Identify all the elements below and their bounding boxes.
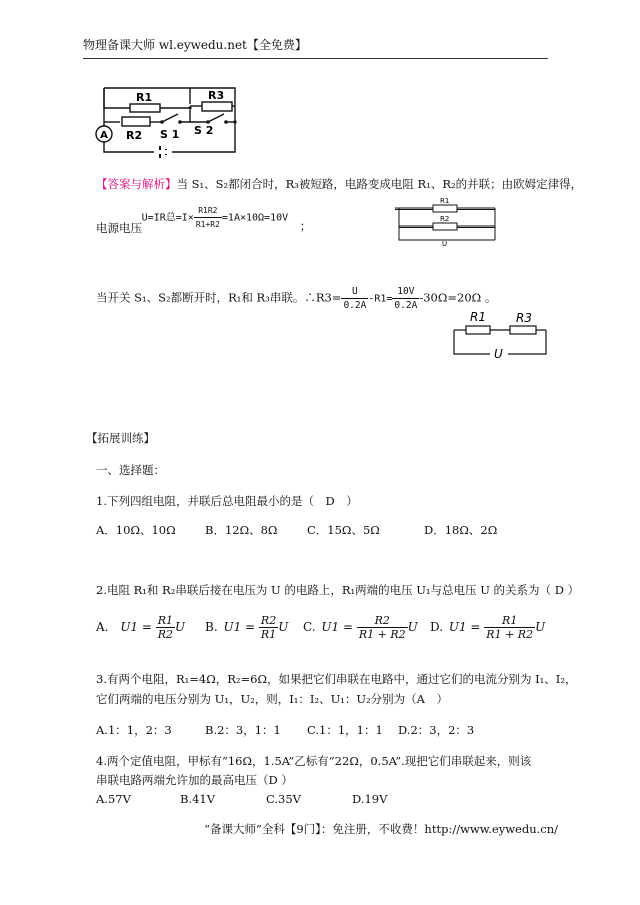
q2-option-d: D. U1 = $\frac{R1}{R1 + R2}$ U xyxy=(430,614,546,641)
header-divider xyxy=(83,58,548,59)
answer-line-2: 当开关 S₁、S₂都断开时，R₁和 R₃串联。∴R3= $\frac{U}{0.2A}$ -R1= $\frac{10V}{0.2A}$ -30Ω=20Ω 。 xyxy=(96,286,497,311)
question-3-line-1: 3.有两个电阻，R₁=4Ω，R₂=6Ω，如果把它们串联在电路中，通过它们的电流分别为 I₁、I₂， xyxy=(96,672,577,686)
formula-den: R1+R2 xyxy=(195,220,220,229)
r1-label: R1 xyxy=(136,91,153,104)
series-u-label: U xyxy=(494,347,503,361)
question-4-line-1: 4.两个定值电阻，甲标有“16Ω，1.5A”乙标有“22Ω，0.5A”.现把它们串联起来，则该 xyxy=(96,754,532,768)
series-r1-label: R1 xyxy=(470,310,486,324)
formula-lhs: U=IR总=I× xyxy=(141,212,194,224)
answer-line-1: 【答案与解析】当 S₁、S₂都闭合时，R₃被短路，电路变成电阻 R₁、R₂的并联；由欧姆定律得， xyxy=(96,177,583,191)
formula-rhs: =1A×10Ω=10V xyxy=(221,212,289,224)
series-circuit-diagram xyxy=(450,308,560,363)
q2-option-c: C. U1 = $\frac{R2}{R1 + R2}$ U xyxy=(303,614,418,641)
parallel-r1-label: R1 xyxy=(440,197,450,205)
parallel-u-label: U xyxy=(442,240,448,248)
q3-option-c: C.1：1，1：1 xyxy=(307,723,383,737)
q4-option-d: D.19V xyxy=(352,792,388,806)
q1-option-b: B．12Ω、8Ω xyxy=(205,523,278,537)
ammeter-label: A xyxy=(100,130,108,141)
q1-option-a: A．10Ω、10Ω xyxy=(96,523,176,537)
formula-num: R1R2 xyxy=(194,204,222,218)
q3-option-b: B.2：3，1：1 xyxy=(205,723,281,737)
s1-label: S 1 xyxy=(160,128,180,141)
q2-option-b: B. U1 = $\frac{R2}{R1}$ U xyxy=(205,614,289,641)
q1-option-d: D．18Ω、2Ω xyxy=(424,523,498,537)
q4-option-c: C.35V xyxy=(266,792,301,806)
question-1-stem: 1.下列四组电阻，并联后总电阻最小的是（ D ） xyxy=(96,494,358,508)
q3-option-a: A.1：1，2：3 xyxy=(96,723,172,737)
parallel-r2-label: R2 xyxy=(440,215,450,223)
circuit-diagram xyxy=(90,80,250,160)
formula-prefix: 电源电压 xyxy=(96,221,142,235)
answer-tag: 【答案与解析】 xyxy=(96,177,177,191)
page-footer: “备课大师”全科【9门】：免注册，不收费！http://www.eywedu.cn/ xyxy=(204,822,558,836)
question-2-stem: 2.电阻 R₁和 R₂串联后接在电压为 U 的电路上，R₁两端的电压 U₁与总电压 U 的关系为（ D ） xyxy=(96,583,580,597)
section-heading: 一、选择题： xyxy=(96,463,165,477)
question-4-line-2: 串联电路两端允许加的最高电压（D ） xyxy=(96,773,293,787)
q4-option-b: B.41V xyxy=(180,792,216,806)
extension-title: 【拓展训练】 xyxy=(86,431,155,445)
formula-end: ； xyxy=(299,219,312,233)
answer-formula-line xyxy=(96,204,312,235)
q4-option-a: A.57V xyxy=(96,792,131,806)
r2-label: R2 xyxy=(126,129,143,142)
s2-label: S 2 xyxy=(194,124,214,137)
q1-option-c: C．15Ω、5Ω xyxy=(307,523,380,537)
question-3-line-2: 它们两端的电压分别为 U₁，U₂，则，I₁：I₂、U₁：U₂分别为（A ） xyxy=(96,692,448,706)
series-r3-label: R3 xyxy=(516,311,532,325)
r3-label: R3 xyxy=(208,89,225,102)
q3-option-d: D.2：3，2：3 xyxy=(398,723,475,737)
page-header: 物理备课大师 wl.eywedu.net【全免费】 xyxy=(83,38,307,52)
parallel-circuit-diagram xyxy=(395,196,555,248)
q2-option-a: A. U1 = $\frac{R1}{R2}$ U xyxy=(96,614,186,641)
